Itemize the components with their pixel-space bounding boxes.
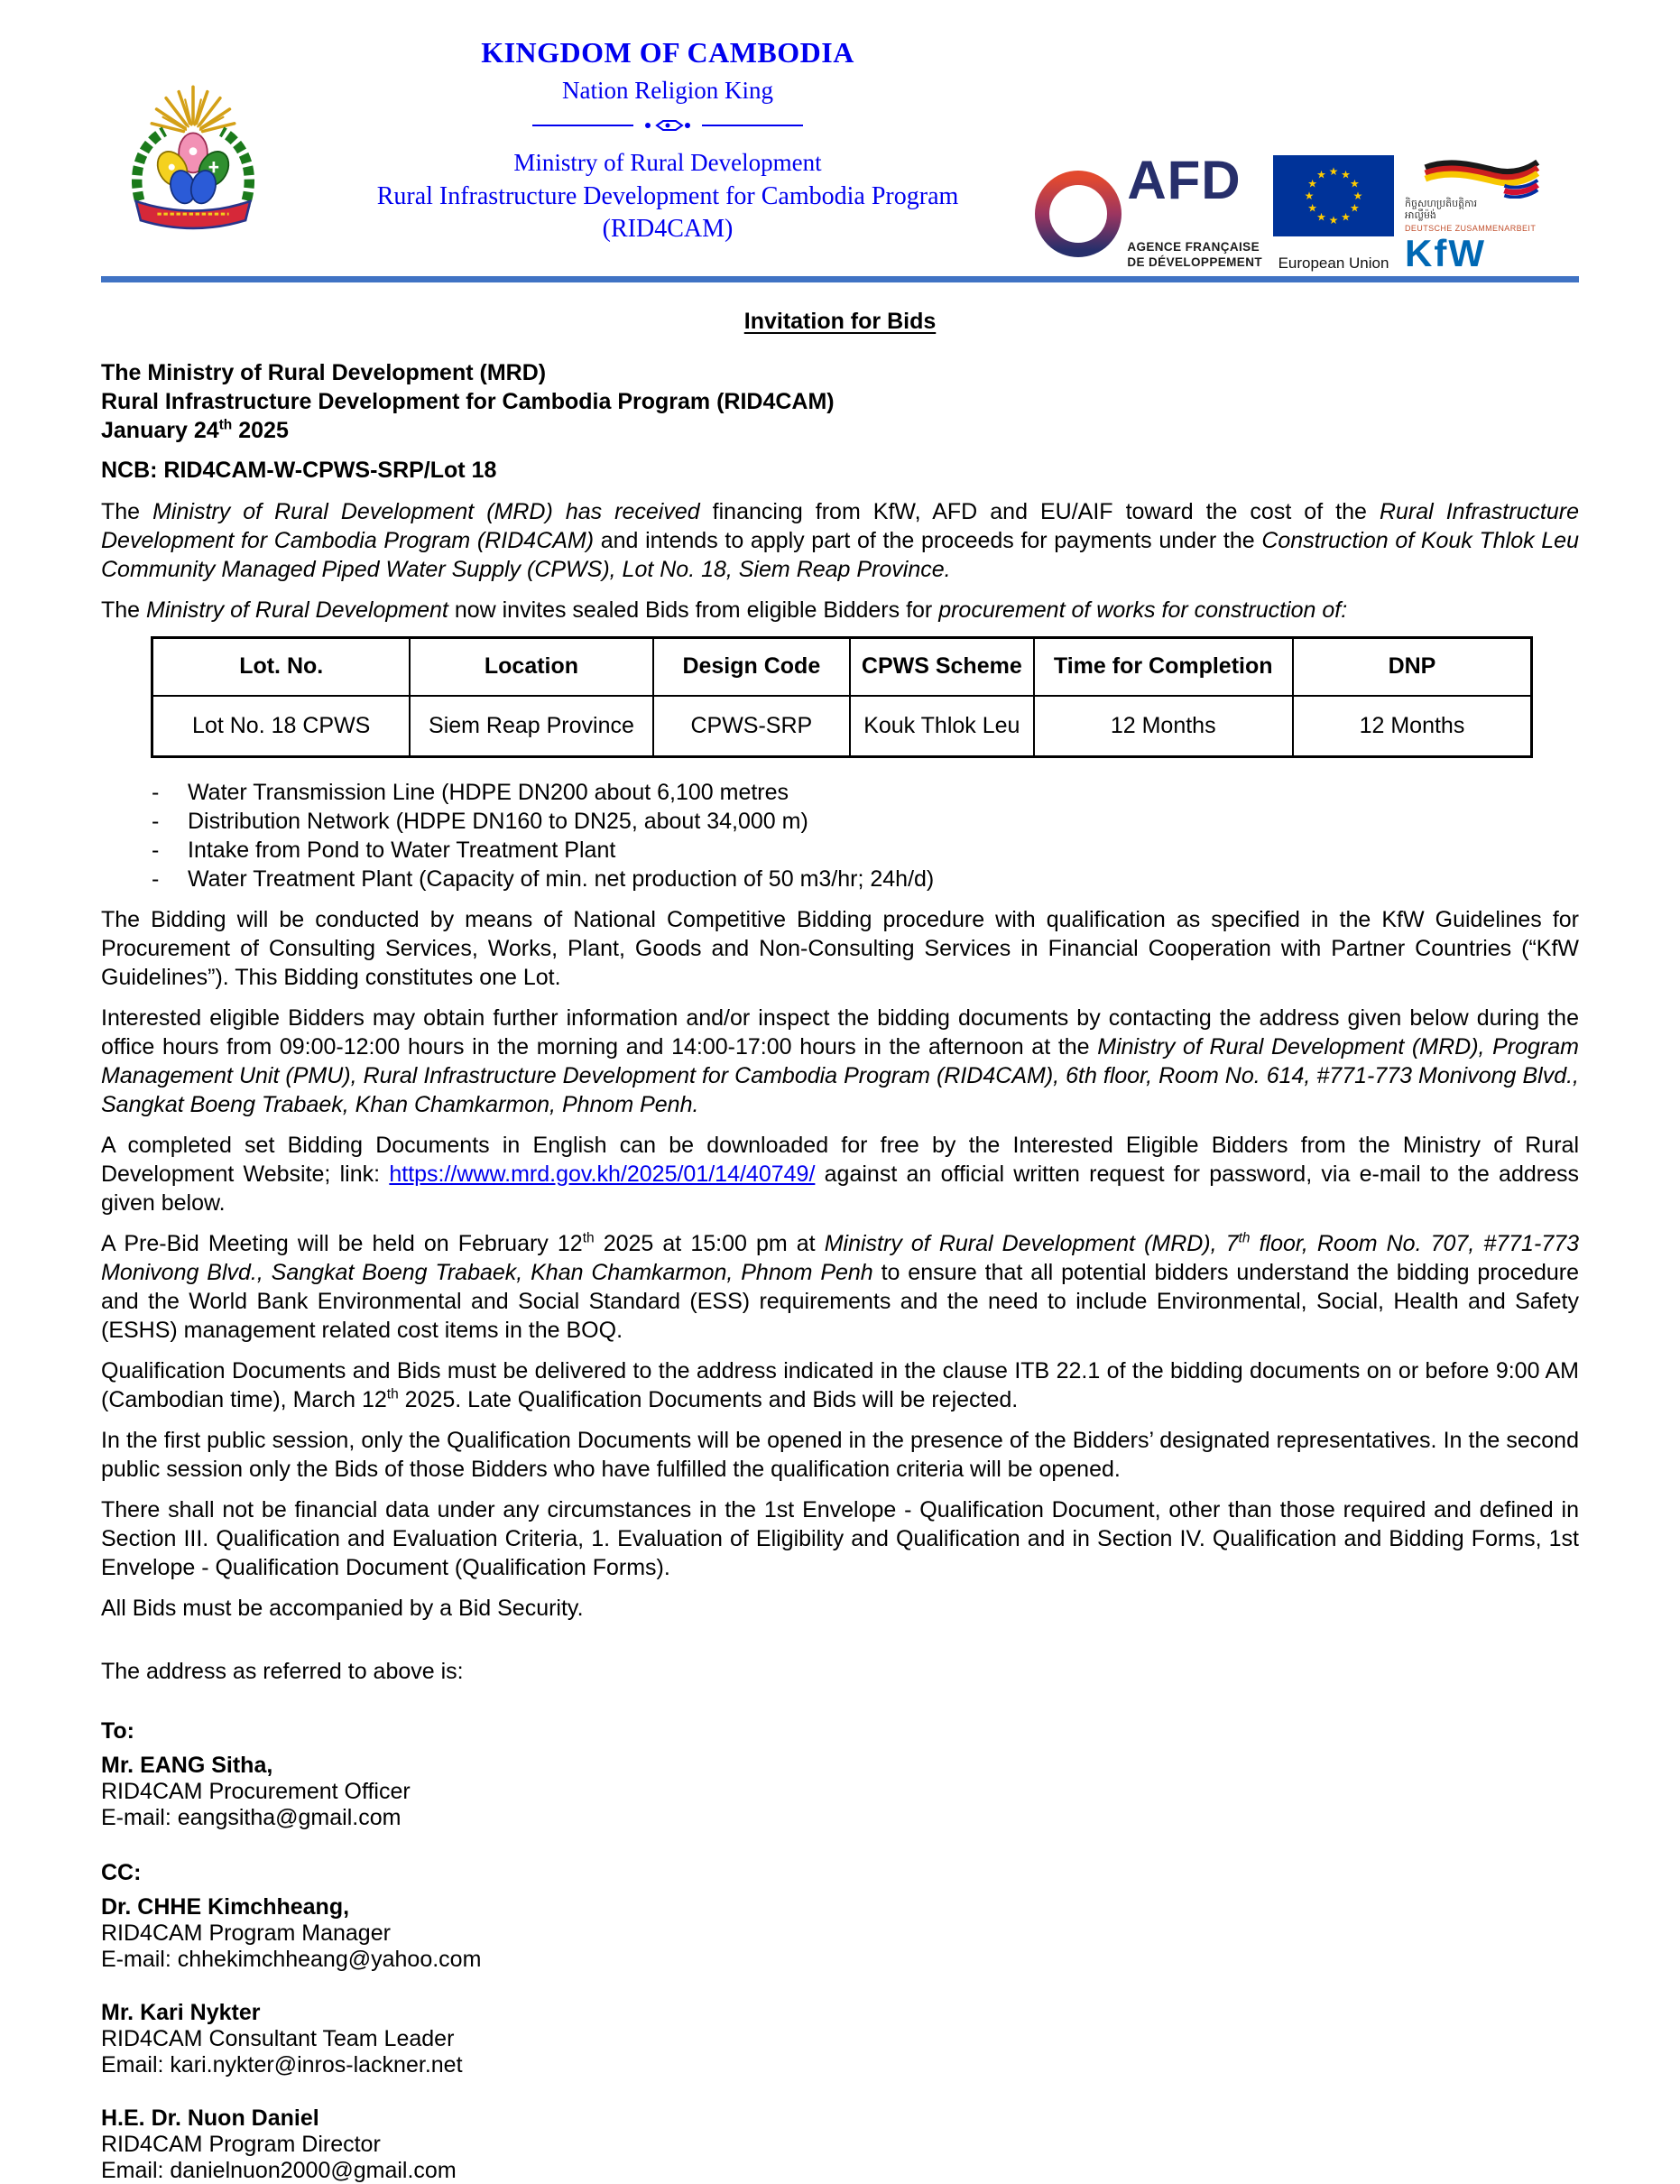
col-header-lot-no: Lot. No. [152,638,411,696]
col-header-dnp: DNP [1293,638,1532,696]
list-item [101,778,1579,807]
contact-block-consultant-team-leader [101,2000,1579,2078]
khmer-cooperation-text-1: កិច្ចសហប្រតិបត្តិការ [1405,198,1478,209]
contact-role: RID4CAM Program Director [101,2132,381,2157]
contact-block-procurement-officer [101,1753,1579,1831]
table-row [152,696,1532,757]
list-item-text: Intake from Pond to Water Treatment Plant [188,838,616,863]
contact-name: Dr. CHHE Kimchheang, [101,1894,350,1920]
col-header-design-code: Design Code [653,638,851,696]
deutsche-zusammenarbeit-label: DEUTSCHE ZUSAMMENARBEIT [1405,224,1537,233]
document-header [0,0,1680,300]
list-item [101,865,1579,893]
to-label: To: [101,1718,135,1744]
list-item-text: Water Treatment Plant (Capacity of min. net production of 50 m3/hr; 24h/d) [188,866,935,892]
cell-lot-no: Lot No. 18 CPWS [152,696,411,757]
contact-name: Mr. Kari Nykter [101,2000,261,2025]
bullet-dash: - [152,809,160,834]
bullet-dash: - [152,866,160,892]
svg-text:★: ★ [1307,177,1317,190]
eu-logo [1273,155,1394,273]
col-header-time-for-completion: Time for Completion [1034,638,1293,696]
issuer-line-2: Rural Infrastructure Development for Cambodia Program (RID4CAM) [101,389,835,414]
ministry-title: Ministry of Rural Development [513,149,822,176]
paragraph-prebid-meeting: A Pre-Bid Meeting will be held on February 12th 2025 at 15:00 pm at Ministry of Rural Development (MRD), 7th floor, Room No. 707, #771-773 Monivong Blvd., Sangkat Boeng Trabaek, Khan Chamkarmon, Phnom Penh to ensure that all potential bidders understand the bidding procedure and the World Bank Environmental and Social Standard (ESS) requirements and the need to include Environmental, Social, Health and Safety (ESHS) management related cost items in the BOQ. [101,1230,1580,1343]
svg-text:★: ★ [1350,201,1360,215]
svg-text:★: ★ [1341,210,1351,224]
german-cambodian-flags-icon [1405,155,1558,199]
kingdom-title: KINGDOM OF CAMBODIA [481,36,854,69]
contact-role: RID4CAM Consultant Team Leader [101,2026,455,2051]
cc-label: CC: [101,1860,142,1885]
col-header-location: Location [410,638,652,696]
paragraph-inspection-info: Interested eligible Bidders may obtain further information and/or inspect the bidding documents by contacting the address given below during the office hours from 09:00-12:00 hours in the morning and 14:00-17:00 hours in the afternoon at the Ministry of Rural Development (MRD), Program Management Unit (PMU), Rural Infrastructure Development for Cambodia Program (RID4CAM), 6th floor, Room No. 614, #771-773 Monivong Blvd., Sangkat Boeng Trabaek, Khan Chamkarmon, Phnom Penh. [101,1005,1579,1117]
afd-name: AFD [1127,150,1242,210]
svg-text:★: ★ [1341,168,1351,181]
intro-block [101,358,1579,445]
national-motto: Nation Religion King [562,77,773,104]
svg-text:★: ★ [1304,190,1315,202]
contact-email: E-mail: chhekimchheang@yahoo.com [101,1947,482,1972]
program-abbreviation: (RID4CAM) [602,215,734,243]
kfw-logo: KfW [1405,232,1486,274]
contact-role: RID4CAM Procurement Officer [101,1779,411,1804]
afd-ring-icon [1035,155,1122,273]
list-item-text: Water Transmission Line (HDPE DN200 about 6,100 metres [188,780,789,805]
program-title: Rural Infrastructure Development for Cambodia Program [376,182,959,210]
paragraph-public-sessions: In the first public session, only the Qualification Documents will be opened in the presence of the Bidders’ designated representatives. In the second public session only the Bids of those Bidders who have fulfilled the qualification criteria will be opened. [101,1428,1579,1482]
svg-text:★: ★ [1316,210,1326,224]
paragraph-bid-security: All Bids must be accompanied by a Bid Security. [101,1596,584,1621]
contact-role: RID4CAM Program Manager [101,1920,391,1946]
contact-email: Email: danielnuon2000@gmail.com [101,2158,457,2183]
contact-name: Mr. EANG Sitha, [101,1753,273,1778]
contact-block-program-director [101,2105,1579,2184]
ornament-divider-icon [126,119,1209,136]
svg-text:★: ★ [1350,177,1360,190]
bullet-dash: - [152,838,160,863]
afd-wordmark [1127,150,1262,273]
col-header-cpws-scheme: CPWS Scheme [850,638,1033,696]
paragraph-invitation: The Ministry of Rural Development now invites sealed Bids from eligible Bidders for procurement of works for construction of: [101,597,1348,623]
document-title: Invitation for Bids [743,309,937,334]
paragraph-delivery-deadline: Qualification Documents and Bids must be delivered to the address indicated in the clause ITB 22.1 of the bidding documents on or before 9:00 AM (Cambodian time), March 12th 2025. Late Qualification Documents and Bids will be rejected. [101,1358,1579,1412]
works-list [101,778,1579,893]
eu-flag-icon [1273,155,1394,236]
issue-date: January 24th 2025 [101,417,289,443]
khmer-cooperation-text-2: អាល្លឺម៉ង់ [1405,209,1436,221]
contact-block-program-manager [101,1894,1579,1973]
contact-email: E-mail: eangsitha@gmail.com [101,1805,402,1830]
lot-table [151,636,1533,758]
afd-logo [1035,150,1262,273]
header-rule [101,276,1579,282]
cell-cpws-scheme: Kouk Thlok Leu [850,696,1033,757]
eu-label: European Union [1278,254,1389,272]
cell-time-for-completion: 12 Months [1034,696,1293,757]
contact-email: Email: kari.nykter@inros-lackner.net [101,2052,463,2078]
contact-name: H.E. Dr. Nuon Daniel [101,2105,319,2131]
mrd-website-link[interactable]: https://www.mrd.gov.kh/2025/01/14/40749/ [389,1161,816,1187]
afd-subtitle-2: DE DÉVELOPPEMENT [1127,255,1262,270]
list-item [101,836,1579,865]
cell-location: Siem Reap Province [410,696,652,757]
table-header-row [152,638,1532,696]
list-item-text: Distribution Network (HDPE DN160 to DN25, about 34,000 m) [188,809,808,834]
cell-design-code: CPWS-SRP [653,696,851,757]
german-cooperation-logo [1405,155,1560,273]
document-body [0,309,1680,2184]
paragraph-address-intro: The address as referred to above is: [101,1659,464,1684]
paragraph-financial-data: There shall not be financial data under any circumstances in the 1st Envelope - Qualification Document, other than those required and defined in Section III. Qualification and Evaluation Criteria, 1. Evaluation of Eligibility and Qualification and in Section IV. Qualification and Bidding Forms, 1st Envelope - Qualification Document (Qualification Forms). [101,1497,1579,1580]
ncb-reference: NCB: RID4CAM-W-CPWS-SRP/Lot 18 [101,458,497,483]
svg-text:★: ★ [1328,214,1339,227]
afd-subtitle-1: AGENCE FRANÇAISE [1127,240,1260,254]
cell-dnp: 12 Months [1293,696,1532,757]
svg-text:★: ★ [1352,190,1363,202]
paragraph-download-link: A completed set Bidding Documents in English can be downloaded for free by the Interested Eligible Bidders from the Ministry of Rural Development Website; link: https://www.mrd.gov.kh/2025/01/14/40749/ against an official written request for password, via e-mail to the address given below. [101,1133,1580,1216]
issuer-line-1: The Ministry of Rural Development (MRD) [101,360,547,385]
svg-text:★: ★ [1307,201,1317,215]
svg-text:★: ★ [1328,165,1339,178]
svg-text:★: ★ [1316,168,1326,181]
paragraph-financing: The Ministry of Rural Development (MRD) has received financing from KfW, AFD and EU/AIF toward the cost of the Rural Infrastructure Development for Cambodia Program (RID4CAM) and intends to apply part of the proceeds for payments under the Construction of Kouk Thlok Leu Community Managed Piped Water Supply (CPWS), Lot No. 18, Siem Reap Province. [101,499,1579,582]
bullet-dash: - [152,780,160,805]
list-item [101,807,1579,836]
paragraph-bidding-procedure: The Bidding will be conducted by means of National Competitive Bidding procedure with qualification as specified in the KfW Guidelines for Procurement of Consulting Services, Works, Plant, Goods and Non-Consulting Services in Financial Cooperation with Partner Countries (“KfW Guidelines”). This Bidding constitutes one Lot. [101,907,1579,990]
donor-logos [1035,150,1560,274]
